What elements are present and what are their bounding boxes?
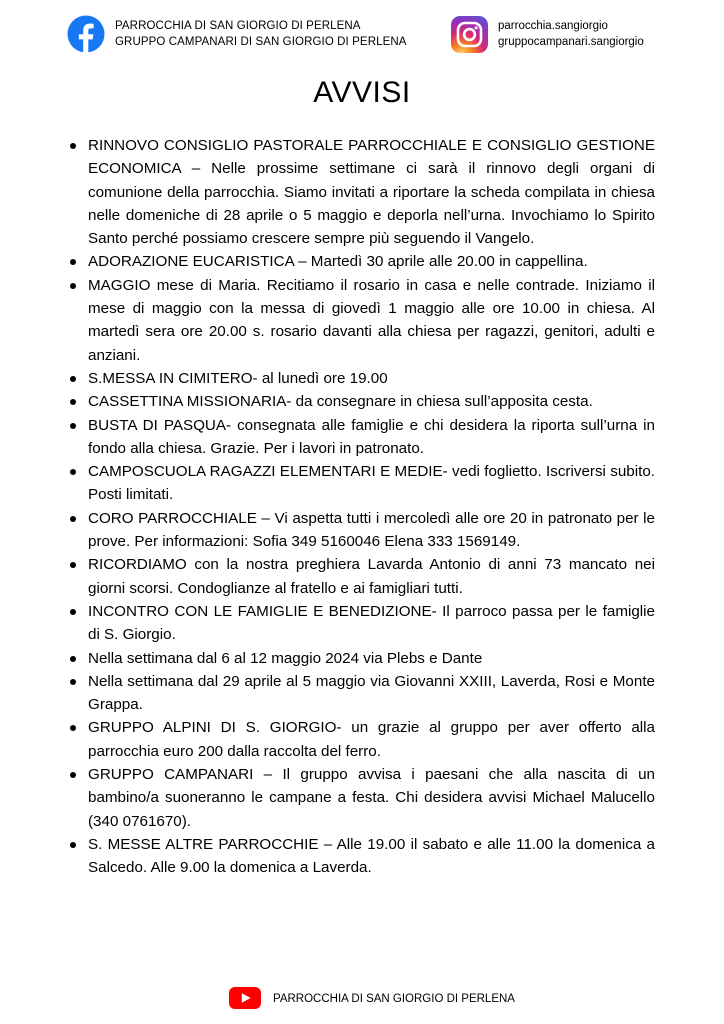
- instagram-icon[interactable]: [451, 16, 488, 53]
- notice-item: RINNOVO CONSIGLIO PASTORALE PARROCCHIALE E CONSIGLIO GESTIONE ECONOMICA – Nelle prossime settimane ci sarà il rinnovo degli organi di comunione della parrocchia. Siamo invitati a riportare la scheda compilata in chiesa nelle domeniche di 28 aprile o 5 maggio e deporla nell’urna. Invochiamo lo Spirito Santo perché possiamo crescere sempre più seguendo il Vangelo.: [88, 134, 655, 250]
- notice-item: RICORDIAMO con la nostra preghiera Lavarda Antonio di anni 73 mancato nei giorni scorsi. Condoglianze al fratello e ai famigliari tutti.: [88, 553, 655, 600]
- page-footer: [0, 985, 724, 1013]
- facebook-line-1: PARROCCHIA DI SAN GIORGIO DI PERLENA: [115, 20, 361, 32]
- notice-item: S. MESSE ALTRE PARROCCHIE – Alle 19.00 il sabato e alle 11.00 la domenica a Salcedo. Alle 9.00 la domenica a Laverda.: [88, 833, 655, 880]
- instagram-line-1: parrocchia.sangiorgio: [498, 20, 608, 32]
- youtube-caption: PARROCCHIA DI SAN GIORGIO DI PERLENA: [273, 993, 515, 1005]
- notice-item: Nella settimana dal 6 al 12 maggio 2024 via Plebs e Dante: [88, 647, 655, 670]
- notice-item: MAGGIO mese di Maria. Recitiamo il rosario in casa e nelle contrade. Iniziamo il mese di maggio con la messa di giovedì 1 maggio alle ore 10.00 in chiesa. Al martedì sera ore 20.00 s. rosario davanti alla chiesa per ragazzi, genitori, adulti e anziani.: [88, 274, 655, 367]
- youtube-icon[interactable]: [229, 987, 261, 1009]
- notice-item: ADORAZIONE EUCARISTICA – Martedì 30 aprile alle 20.00 in cappellina.: [88, 250, 655, 273]
- notices-list: [88, 134, 655, 880]
- notice-item: S.MESSA IN CIMITERO- al lunedì ore 19.00: [88, 367, 655, 390]
- facebook-icon[interactable]: [67, 15, 105, 53]
- page-header: [0, 14, 724, 58]
- instagram-caption: [498, 18, 644, 50]
- notice-item: CAMPOSCUOLA RAGAZZI ELEMENTARI E MEDIE- vedi foglietto. Iscriversi subito. Posti limitati.: [88, 460, 655, 507]
- notice-item: CASSETTINA MISSIONARIA- da consegnare in chiesa sull’apposita cesta.: [88, 390, 655, 413]
- instagram-line-2: gruppocampanari.sangiorgio: [498, 36, 644, 48]
- notice-item: BUSTA DI PASQUA- consegnata alle famiglie e chi desidera la riporta sull’urna in fondo alla chiesa. Grazie. Per i lavori in patronato.: [88, 414, 655, 461]
- notice-item: Nella settimana dal 29 aprile al 5 maggio via Giovanni XXIII, Laverda, Rosi e Monte Grappa.: [88, 670, 655, 717]
- facebook-line-2: GRUPPO CAMPANARI DI SAN GIORGIO DI PERLENA: [115, 36, 407, 48]
- page-title: AVVISI: [313, 76, 411, 109]
- notice-item: GRUPPO CAMPANARI – Il gruppo avvisa i paesani che alla nascita di un bambino/a suoneranno le campane a festa. Chi desidera avvisi Michael Malucello (340 0761670).: [88, 763, 655, 833]
- notice-item: GRUPPO ALPINI DI S. GIORGIO- un grazie al gruppo per aver offerto alla parrocchia euro 200 dalla raccolta del ferro.: [88, 716, 655, 763]
- facebook-caption: [115, 18, 407, 50]
- notice-item: CORO PARROCCHIALE – Vi aspetta tutti i mercoledì alle ore 20 in patronato per le prove. Per informazioni: Sofia 349 5160046 Elena 333 1569149.: [88, 507, 655, 554]
- notice-item: INCONTRO CON LE FAMIGLIE E BENEDIZIONE- Il parroco passa per le famiglie di S. Giorgio.: [88, 600, 655, 647]
